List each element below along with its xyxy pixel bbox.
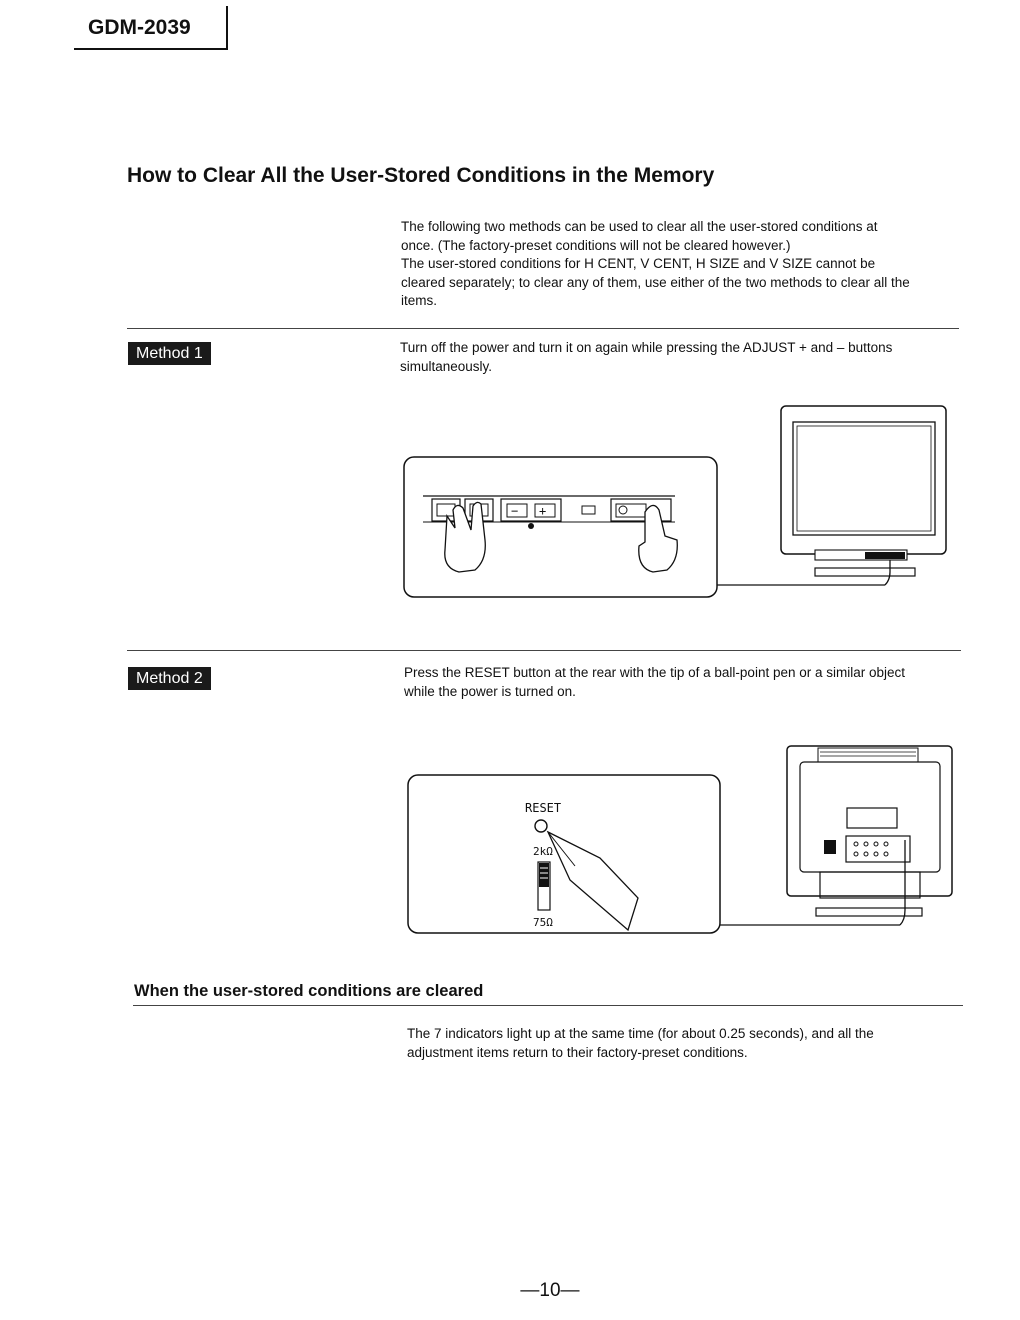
intro-paragraph xyxy=(401,218,976,311)
method-1-label: Method 1 xyxy=(128,342,211,365)
ballpoint-pen-icon xyxy=(548,832,638,930)
left-hand-icon xyxy=(445,502,486,572)
page-number: —10— xyxy=(520,1280,580,1301)
cleared-line: adjustment items return to their factory-preset conditions. xyxy=(407,1044,748,1060)
minus-symbol: − xyxy=(511,504,519,518)
intro-line: The user-stored conditions for H CENT, V CENT, H SIZE and V SIZE cannot be xyxy=(401,256,876,271)
reset-label: RESET xyxy=(525,801,562,815)
intro-line: items. xyxy=(401,293,438,308)
monitor-front-icon xyxy=(781,406,946,576)
intro-line: once. (The factory-preset conditions will not be cleared however.) xyxy=(401,237,791,253)
reset-button xyxy=(535,820,547,832)
section-divider xyxy=(127,650,961,651)
method-2-label: Method 2 xyxy=(128,667,211,690)
method-2-description xyxy=(404,664,979,701)
section-divider xyxy=(133,1005,963,1006)
method-1-illustration xyxy=(395,400,960,605)
method-1-line: simultaneously. xyxy=(400,358,493,374)
intro-line: The following two methods can be used to clear all the user-stored conditions at xyxy=(401,219,878,234)
method-2-line: Press the RESET button at the rear with the tip of a ball-point pen or a similar object xyxy=(404,665,906,680)
cleared-description xyxy=(407,1025,967,1062)
impedance-switch xyxy=(538,862,550,910)
minus-plus-buttons xyxy=(501,499,561,521)
method-1-line: Turn off the power and turn it on again while pressing the ADJUST + and – buttons xyxy=(400,340,893,355)
cleared-heading: When the user-stored conditions are cleared xyxy=(134,982,484,1000)
monitor-rear-icon xyxy=(787,746,952,916)
method-2-line: while the power is turned on. xyxy=(404,683,576,699)
method-2-illustration xyxy=(400,740,960,940)
intro-line: cleared separately; to clear any of them, use either of the two methods to clear all the xyxy=(401,274,910,290)
impedance-75-label: 75Ω xyxy=(533,916,553,929)
section-divider xyxy=(127,328,959,329)
model-tag xyxy=(74,6,228,50)
plus-symbol: + xyxy=(539,504,547,518)
power-switch xyxy=(611,499,671,521)
model-number: GDM-2039 xyxy=(88,16,191,39)
impedance-2k-label: 2kΩ xyxy=(533,845,553,858)
cleared-line: The 7 indicators light up at the same time (for about 0.25 seconds), and all the xyxy=(407,1026,874,1041)
page-title: How to Clear All the User-Stored Conditions in the Memory xyxy=(127,164,715,187)
method-1-description xyxy=(400,339,975,376)
